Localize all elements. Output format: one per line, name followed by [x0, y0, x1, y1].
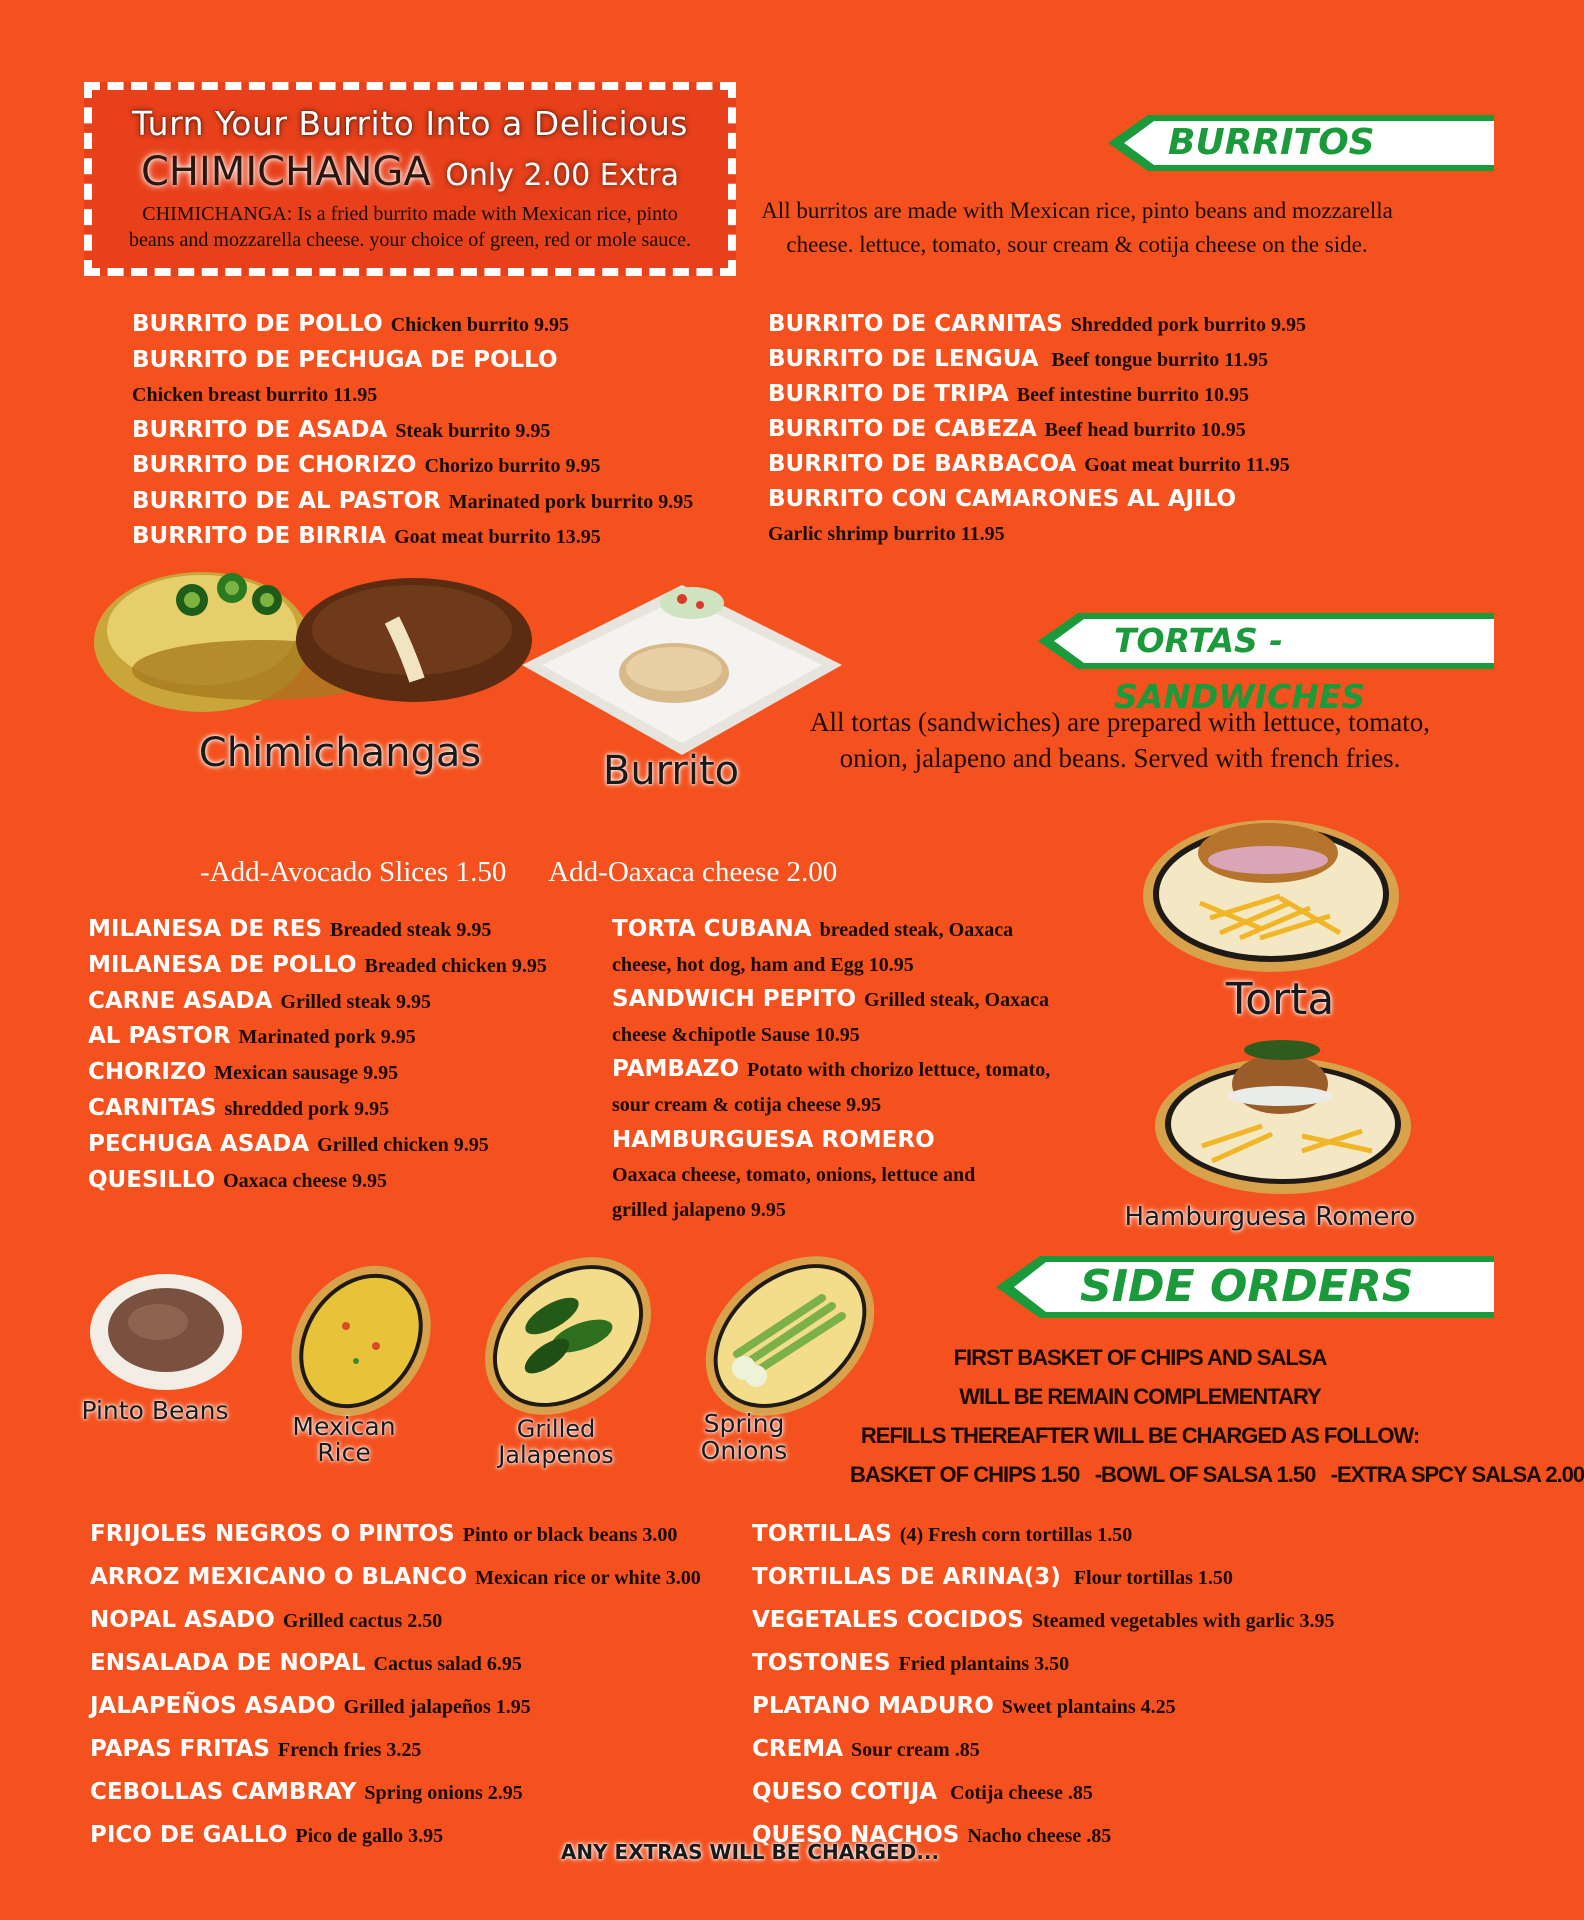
menu-item-name: PICO DE GALLO — [90, 1822, 288, 1848]
menu-item-name: BURRITO DE AL PASTOR — [132, 487, 441, 514]
chimichangas-image — [92, 560, 532, 735]
menu-item — [612, 1124, 1050, 1160]
burritos-intro: All burritos are made with Mexican rice, pinto beans and mozzarella cheese. lettuce, tomato, sour cream & cotija cheese on the side. — [761, 198, 1393, 257]
hamburguesa-photo — [1152, 1036, 1414, 1196]
menu-item — [768, 448, 1306, 483]
tortas-addons: -Add-Avocado Slices 1.50 Add-Oaxaca cheese 2.00 — [200, 856, 838, 888]
menu-item-name: BURRITO DE CHORIZO — [132, 452, 417, 478]
menu-item-description: Beef tongue burrito 11.95 — [1046, 349, 1269, 371]
menu-item-name: SANDWICH PEPITO — [612, 986, 856, 1013]
chips-line-1: FIRST BASKET OF CHIPS AND SALSA — [953, 1345, 1327, 1370]
menu-item — [90, 1557, 701, 1600]
menu-item-description: Breaded steak 9.95 — [330, 919, 492, 941]
menu-item — [132, 449, 693, 485]
menu-item-description: Chicken breast burrito 11.95 — [132, 384, 378, 406]
menu-item — [612, 1019, 1050, 1054]
menu-item-name: BURRITO DE BARBACOA — [768, 451, 1077, 477]
menu-item — [752, 1729, 1335, 1772]
menu-item — [612, 1159, 1050, 1194]
menu-item-description: Sour cream .85 — [851, 1739, 980, 1761]
caption-chimichangas: Chimichangas — [198, 730, 482, 776]
menu-item-name: AL PASTOR — [88, 1023, 231, 1050]
burritos-right-list — [768, 308, 1306, 552]
menu-item-name: BURRITO DE TRIPA — [768, 381, 1009, 407]
menu-item-name: CARNE ASADA — [88, 987, 273, 1014]
menu-item — [612, 1053, 1050, 1089]
menu-item-description: cheese &chipotle Sause 10.95 — [612, 1023, 860, 1046]
menu-item-description: Potato with chorizo lettuce, tomato, — [747, 1059, 1051, 1082]
menu-item-description: Grilled chicken 9.95 — [317, 1133, 489, 1156]
mexican-rice-photo — [276, 1266, 446, 1416]
menu-item — [90, 1729, 701, 1772]
menu-item-description: Oaxaca cheese, tomato, onions, lettuce and — [612, 1164, 976, 1187]
pinto-beans-image — [88, 1272, 244, 1392]
menu-item — [88, 1020, 547, 1056]
menu-item-description: Pinto or black beans 3.00 — [462, 1524, 678, 1546]
menu-item-name: PAPAS FRITAS — [90, 1736, 270, 1762]
menu-item — [90, 1686, 701, 1729]
extras-footer: ANY EXTRAS WILL BE CHARGED... — [560, 1840, 940, 1864]
menu-item — [90, 1514, 701, 1557]
menu-item-name: CREMA — [752, 1736, 843, 1762]
menu-item-name: TORTA CUBANA — [612, 916, 812, 942]
menu-item-description: Grilled jalapeños 1.95 — [343, 1696, 531, 1718]
menu-item — [132, 414, 693, 450]
menu-item-description: Pico de gallo 3.95 — [295, 1825, 444, 1847]
menu-item-description: breaded steak, Oaxaca — [819, 919, 1014, 941]
caption-torta: Torta — [1225, 974, 1335, 1025]
jalapenos-photo — [472, 1256, 664, 1414]
jalapenos-image — [472, 1256, 664, 1414]
menu-item-description: sour cream & cotija cheese 9.95 — [612, 1093, 882, 1116]
promo-headline: Turn Your Burrito Into a Delicious — [132, 104, 688, 143]
menu-item-name: HAMBURGUESA ROMERO — [612, 1126, 935, 1153]
menu-item-description: Mexican sausage 9.95 — [214, 1062, 399, 1085]
menu-item-name: BURRITO DE POLLO — [132, 311, 383, 337]
menu-item-description: Nacho cheese .85 — [967, 1825, 1112, 1847]
chips-salsa-notice — [850, 1338, 1584, 1494]
menu-item-name: BURRITO DE CARNITAS — [768, 311, 1063, 337]
chips-line-4: BASKET OF CHIPS 1.50 -BOWL OF SALSA 1.50 -EXTRA SPCY SALSA 2.00 — [850, 1462, 1584, 1487]
mexican-rice-image — [276, 1266, 446, 1416]
menu-item — [752, 1600, 1335, 1643]
menu-item-description: Goat meat burrito 11.95 — [1084, 454, 1290, 476]
menu-item-name: PECHUGA ASADA — [88, 1130, 310, 1157]
menu-item-name: CARNITAS — [88, 1094, 217, 1121]
menu-item — [90, 1600, 701, 1643]
caption-hamburguesa: Hamburguesa Romero — [1124, 1202, 1416, 1232]
burritos-left-list — [132, 308, 693, 556]
menu-item-name: PAMBAZO — [612, 1056, 739, 1083]
menu-item-name: CEBOLLAS CAMBRAY — [90, 1779, 357, 1805]
menu-item-name: NOPAL ASADO — [90, 1607, 275, 1633]
menu-item — [88, 913, 547, 949]
menu-item-description: Oaxaca cheese 9.95 — [223, 1169, 387, 1192]
menu-item — [612, 913, 1050, 949]
tortas-right-list — [612, 913, 1050, 1228]
menu-item-name: BURRITO DE LENGUA — [768, 346, 1039, 372]
menu-item — [612, 983, 1050, 1019]
menu-item — [612, 1089, 1050, 1124]
menu-item-description: Shredded pork burrito 9.95 — [1070, 314, 1306, 336]
torta-photo — [1140, 808, 1402, 978]
menu-item-description: (4) Fresh corn tortillas 1.50 — [899, 1524, 1133, 1546]
menu-item — [88, 985, 547, 1021]
tortas-intro: All tortas (sandwiches) are prepared with lettuce, tomato, onion, jalapeno and beans. Served with french fries. — [809, 707, 1431, 773]
menu-item-name: VEGETALES COCIDOS — [752, 1607, 1024, 1633]
menu-item — [88, 1092, 547, 1128]
menu-item — [132, 485, 693, 521]
burritos-banner — [1108, 115, 1494, 171]
menu-item — [612, 1194, 1050, 1229]
caption-burrito: Burrito — [602, 748, 740, 794]
menu-item — [88, 1056, 547, 1092]
tortas-title: TORTAS - SANDWICHES — [1114, 621, 1366, 716]
promo-price: Only 2.00 Extra — [445, 158, 679, 193]
menu-item-description: Grilled steak, Oaxaca — [864, 989, 1049, 1012]
menu-item-description: shredded pork 9.95 — [224, 1097, 390, 1120]
menu-item-name: TORTILLAS — [752, 1521, 892, 1547]
menu-item-description: French fries 3.25 — [277, 1739, 422, 1761]
menu-item-description: Steak burrito 9.95 — [395, 419, 551, 442]
menu-item-description: Beef intestine burrito 10.95 — [1016, 384, 1249, 406]
caption-jalapenos: Grilled Jalapenos — [498, 1415, 614, 1469]
sides-banner — [996, 1256, 1494, 1318]
promo-description: CHIMICHANGA: Is a fried burrito made with Mexican rice, pinto beans and mozzarella cheese. your choice of green, red or mole sauce. — [129, 203, 691, 251]
menu-item — [768, 308, 1306, 343]
menu-item-name: BURRITO DE BIRRIA — [132, 523, 387, 549]
menu-item-name: CHORIZO — [88, 1059, 207, 1086]
menu-item — [768, 483, 1306, 518]
menu-item-description: Goat meat burrito 13.95 — [394, 526, 601, 548]
menu-item — [752, 1643, 1335, 1686]
menu-item-description: Fried plantains 3.50 — [898, 1653, 1070, 1675]
menu-item-description: Cactus salad 6.95 — [373, 1653, 522, 1675]
menu-item — [768, 518, 1306, 552]
menu-item-name: BURRITO DE CABEZA — [768, 416, 1037, 442]
menu-item-description: Breaded chicken 9.95 — [364, 954, 547, 977]
caption-spring-onions: Spring Onions — [700, 1409, 788, 1465]
menu-item-description: Grilled steak 9.95 — [280, 990, 431, 1013]
menu-item — [132, 308, 693, 344]
burritos-title: BURRITOS — [1168, 122, 1375, 163]
menu-item-name: MILANESA DE POLLO — [88, 951, 357, 978]
sides-right-list — [752, 1514, 1335, 1858]
menu-item — [768, 343, 1306, 378]
tortas-left-list — [88, 913, 547, 1199]
caption-mexican-rice: Mexican Rice — [292, 1412, 396, 1467]
menu-item-name: ARROZ MEXICANO O BLANCO — [90, 1564, 468, 1590]
menu-item — [132, 344, 693, 380]
menu-item-description: Marinated pork burrito 9.95 — [448, 490, 694, 513]
menu-item-name: TOSTONES — [752, 1650, 891, 1676]
menu-item — [90, 1772, 701, 1815]
sides-left-list — [90, 1514, 701, 1858]
menu-item — [768, 378, 1306, 413]
hamburguesa-image — [1152, 1036, 1414, 1196]
tortas-banner — [1038, 613, 1494, 716]
promo-offer — [92, 149, 728, 195]
menu-item-description: Steamed vegetables with garlic 3.95 — [1031, 1610, 1335, 1632]
menu-item — [612, 949, 1050, 984]
menu-item — [132, 379, 693, 414]
menu-item-name: BURRITO DE PECHUGA DE POLLO — [132, 346, 558, 373]
promo-chimichanga: CHIMICHANGA — [141, 149, 431, 195]
menu-item-description: Grilled cactus 2.50 — [282, 1610, 443, 1632]
menu-item — [132, 520, 693, 556]
menu-item-description: grilled jalapeno 9.95 — [612, 1198, 786, 1221]
sides-title: SIDE ORDERS — [1080, 1261, 1414, 1312]
chips-line-2: WILL BE REMAIN COMPLEMENTARY — [959, 1384, 1321, 1409]
menu-item-name: QUESO COTIJA — [752, 1779, 938, 1805]
chimichangas-photo — [92, 560, 532, 735]
menu-item-name: ENSALADA DE NOPAL — [90, 1650, 366, 1676]
menu-item-name: BURRITO CON CAMARONES AL AJILO — [768, 486, 1237, 512]
menu-item-description: Garlic shrimp burrito 11.95 — [768, 523, 1005, 545]
menu-item — [752, 1557, 1335, 1600]
pinto-beans-photo — [88, 1272, 244, 1392]
menu-item — [752, 1686, 1335, 1729]
menu-item-name: PLATANO MADURO — [752, 1693, 994, 1719]
menu-item-description: Chicken burrito 9.95 — [390, 314, 570, 336]
menu-item — [752, 1514, 1335, 1557]
menu-item — [88, 949, 547, 985]
menu-item-description: Flour tortillas 1.50 — [1068, 1567, 1233, 1589]
menu-item — [768, 413, 1306, 448]
caption-pinto-beans: Pinto Beans — [81, 1396, 229, 1425]
menu-item-name: JALAPEÑOS ASADO — [90, 1693, 336, 1719]
menu-item-description: Beef head burrito 10.95 — [1044, 419, 1246, 441]
menu-item-description: Spring onions 2.95 — [364, 1782, 523, 1804]
menu-item — [88, 1128, 547, 1164]
menu-item-name: QUESILLO — [88, 1166, 216, 1193]
menu-item-description: cheese, hot dog, ham and Egg 10.95 — [612, 953, 914, 976]
menu-item-description: Sweet plantains 4.25 — [1001, 1696, 1176, 1718]
menu-item — [752, 1772, 1335, 1815]
menu-item — [90, 1643, 701, 1686]
menu-item-name: MILANESA DE RES — [88, 916, 323, 942]
menu-item — [88, 1164, 547, 1200]
menu-item-description: Chorizo burrito 9.95 — [424, 455, 601, 477]
menu-item-name: FRIJOLES NEGROS O PINTOS — [90, 1521, 455, 1547]
menu-item-description: Mexican rice or white 3.00 — [475, 1567, 701, 1589]
menu-item-description: Marinated pork 9.95 — [238, 1026, 416, 1049]
menu-item-name: TORTILLAS DE ARINA(3) — [752, 1564, 1061, 1590]
torta-image — [1140, 808, 1402, 978]
menu-item-name: BURRITO DE ASADA — [132, 416, 388, 443]
chips-line-3: REFILLS THEREAFTER WILL BE CHARGED AS FOLLOW: — [860, 1423, 1420, 1448]
menu-item-name: QUESO NACHOS — [752, 1822, 960, 1848]
menu-item-description: Cotija cheese .85 — [945, 1782, 1093, 1804]
chimichanga-promo-box — [84, 82, 736, 276]
